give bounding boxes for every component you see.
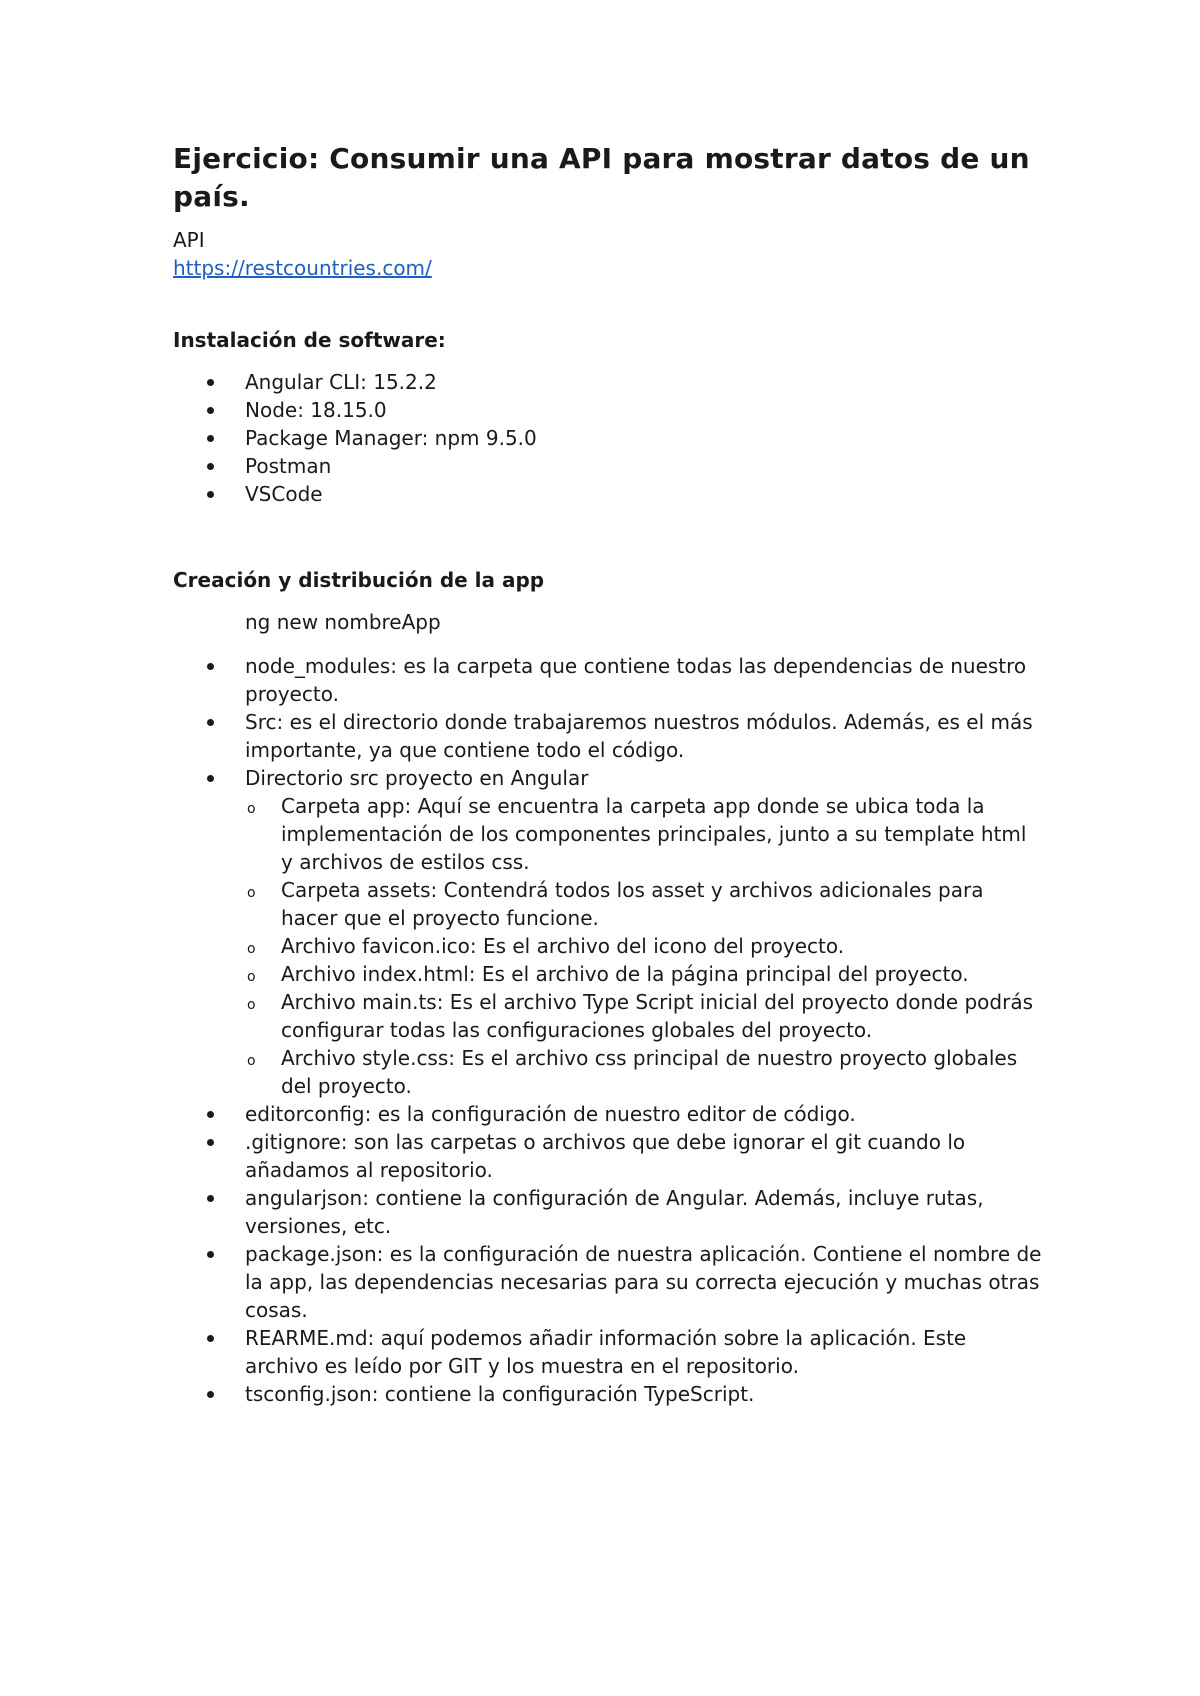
bullet-icon — [207, 1139, 214, 1146]
creation-heading: Creación y distribución de la app — [173, 568, 545, 592]
list-item: editorconfig: es la configuración de nuestro editor de código. — [173, 1100, 1043, 1128]
src-sublist — [245, 792, 1043, 1100]
list-item: REARME.md: aquí podemos añadir información sobre la aplicación. Este archivo es leído por GIT y los muestra en el repositorio. — [173, 1324, 1043, 1380]
bullet-icon — [207, 775, 214, 782]
bullet-icon — [207, 1111, 214, 1118]
command-line: ng new nombreApp — [245, 610, 441, 634]
bullet-icon — [207, 719, 214, 726]
api-link[interactable]: https://restcountries.com/ — [173, 256, 432, 280]
list-item: .gitignore: son las carpetas o archivos que debe ignorar el git cuando lo añadamos al repositorio. — [173, 1128, 1043, 1184]
list-item: Node: 18.15.0 — [173, 396, 1043, 424]
bullet-icon — [207, 663, 214, 670]
bullet-icon — [207, 1195, 214, 1202]
sublist-item: o Archivo main.ts: Es el archivo Type Script inicial del proyecto donde podrás configurar todas las configuraciones globales del proyecto. — [247, 990, 1034, 1042]
list-item: Angular CLI: 15.2.2 — [173, 368, 1043, 396]
document-page — [173, 140, 1043, 1408]
bullet-icon — [207, 1391, 214, 1398]
circle-bullet-icon: o — [247, 1053, 256, 1069]
list-item: package.json: es la configuración de nuestra aplicación. Contiene el nombre de la app, las dependencias necesarias para su correcta ejecución y muchas otras cosas. — [173, 1240, 1043, 1324]
list-item: node_modules: es la carpeta que contiene todas las dependencias de nuestro proyecto. — [173, 652, 1043, 708]
circle-bullet-icon: o — [247, 885, 256, 901]
api-label: API — [173, 228, 205, 252]
list-item: Postman — [173, 452, 1043, 480]
bullet-icon — [207, 379, 214, 386]
list-item: tsconfig.json: contiene la configuración TypeScript. — [173, 1380, 1043, 1408]
creation-list — [173, 652, 1043, 1408]
install-heading: Instalación de software: — [173, 328, 446, 352]
sublist-item: o Carpeta assets: Contendrá todos los asset y archivos adicionales para hacer que el proyecto funcione. — [247, 878, 984, 930]
list-item: angularjson: contiene la configuración de Angular. Además, incluye rutas, versiones, etc. — [173, 1184, 1043, 1240]
bullet-icon — [207, 435, 214, 442]
list-item: Directorio src proyecto en Angular o Carpeta app: Aquí se encuentra la carpeta app donde se ubica toda la implementación de los componentes principales, junto a su template html y archivos de estilos css. o Carpeta assets: Contendrá todos los asset y archivos adicionales para hacer que el proyecto funcione. o Archivo favicon.ico: Es el archivo del icono del proyecto. o Archivo index.html: Es el archivo de la página principal del proyecto. o Archivo main.ts: Es el archivo Type Script inicial del proyecto donde podrás configurar todas las configuraciones globales del proyecto. o Archivo style.css: Es el archivo css principal de nuestro proyecto globales del proyecto. — [173, 764, 1043, 1100]
list-item: Package Manager: npm 9.5.0 — [173, 424, 1043, 452]
bullet-icon — [207, 1335, 214, 1342]
bullet-icon — [207, 1251, 214, 1258]
circle-bullet-icon: o — [247, 997, 256, 1013]
sublist-item: o Archivo index.html: Es el archivo de la página principal del proyecto. — [247, 962, 969, 986]
circle-bullet-icon: o — [247, 969, 256, 985]
bullet-icon — [207, 407, 214, 414]
bullet-icon — [207, 463, 214, 470]
install-list — [173, 368, 1043, 508]
circle-bullet-icon: o — [247, 801, 256, 817]
list-item: Src: es el directorio donde trabajaremos nuestros módulos. Además, es el más importante, ya que contiene todo el código. — [173, 708, 1043, 764]
sublist-item: o Archivo favicon.ico: Es el archivo del icono del proyecto. — [247, 934, 845, 958]
sublist-item: o Carpeta app: Aquí se encuentra la carpeta app donde se ubica toda la implementación de los componentes principales, junto a su template html y archivos de estilos css. — [247, 794, 1027, 874]
sublist-item: o Archivo style.css: Es el archivo css principal de nuestro proyecto globales del proyecto. — [247, 1046, 1018, 1098]
document-title: Ejercicio: Consumir una API para mostrar datos de un país. — [173, 142, 1030, 213]
bullet-icon — [207, 491, 214, 498]
list-item: VSCode — [173, 480, 1043, 508]
circle-bullet-icon: o — [247, 941, 256, 957]
